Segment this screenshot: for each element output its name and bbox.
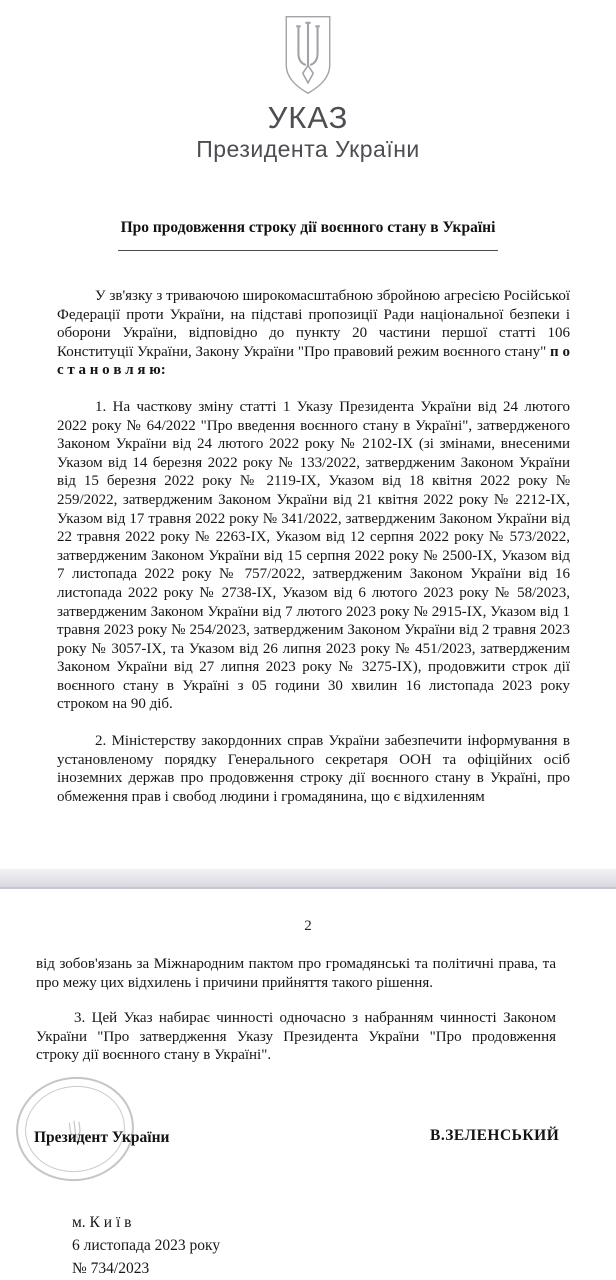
document-issuer-heading: Президента України (196, 136, 420, 162)
item-3-paragraph: 3. Цей Указ набирає чинності одночасно з набранням чинності Законом України "Про затвердження Указу Президента України "Про продовження строку дії воєнного стану в Україні". (36, 1010, 556, 1064)
page-1-body (57, 287, 570, 824)
signature-office-label: Президент України (34, 1129, 170, 1146)
item-1-paragraph: 1. На часткову зміну статті 1 Указу Президента України від 24 лютого 2022 року № 64/2022 "Про введення воєнного стану в Україні", затвердженого Законом України від 24 лютого 2022 року № 2102-IX (зі змінами, внесеними Указом від 14 березня 2022 року № 133/2022, затвердженим Законом України від 15 березня 2022 року № 2119-IX, Указом від 18 квітня 2022 року № 259/2022, затвердженим Законом України від 21 квітня 2022 року № 2212-IX, Указом від 17 травня 2022 року № 341/2022, затвердженим Законом України від 22 травня 2022 року № 2263-IX, Указом від 12 серпня 2022 року № 573/2022, затвердженим Законом України від 15 серпня 2022 року № 2500-IX, Указом від 7 листопада 2022 року № 757/2022, затвердженим Законом України від 16 листопада 2022 року № 2738-IX, Указом від 6 лютого 2023 року № 58/2023, затвердженим Законом України від 7 лютого 2023 року № 2915-IX, Указом від 1 травня 2023 року № 254/2023, затвердженим Законом України від 2 травня 2023 року № 3057-IX, та Указом від 26 липня 2023 року № 451/2023, затвердженим Законом України від 27 липня 2023 року № 3275-IX), продовжити строк дії воєнного стану в Україні з 05 години 30 хвилин 16 листопада 2023 року строком на 90 діб. (57, 398, 570, 713)
ukraine-trident-emblem-icon (280, 15, 336, 95)
item-2-paragraph: 2. Міністерству закордонних справ України забезпечити інформування в установленому порядку Генерального секретаря ООН та офіційних осіб іноземних держав про продовження строку дії воєнного стану в Україні, про обмеження прав і свобод людини і громадянина, що є відхиленням (57, 733, 570, 805)
issuance-city: м. К и ї в (72, 1214, 132, 1231)
issuance-number: № 734/2023 (72, 1260, 150, 1277)
item-2-continuation-paragraph: від зобов'язань за Міжнародним пактом про громадянські та політичні права, та про межу цих відхилень і причини прийняття такого рішення. (36, 956, 556, 991)
document-type-heading: УКАЗ (267, 100, 349, 135)
issuance-date: 6 листопада 2023 року (72, 1237, 221, 1254)
page-separator (0, 869, 616, 889)
title-underline (118, 250, 498, 251)
decree-word: п о с т а н о в л я ю: (57, 343, 570, 379)
intro-paragraph (57, 287, 570, 380)
page-2-body (36, 955, 556, 1065)
page-number: 2 (304, 918, 312, 934)
document-title: Про продовження строку дії воєнного стану в Україні (120, 219, 496, 236)
issuance-block (72, 1211, 220, 1280)
page-2 (0, 891, 616, 1280)
intro-text: У зв'язку з триваючою широкомасштабною збройною агресією Російської Федерації проти України, на підставі пропозиції Ради національної безпеки і оборони України, відповідно до пункту 20 частини першої статті 106 Конституції України, Закону України "Про правовий режим воєнного стану" (57, 288, 570, 360)
signature-name: В.ЗЕЛЕНСЬКИЙ (430, 1127, 560, 1144)
